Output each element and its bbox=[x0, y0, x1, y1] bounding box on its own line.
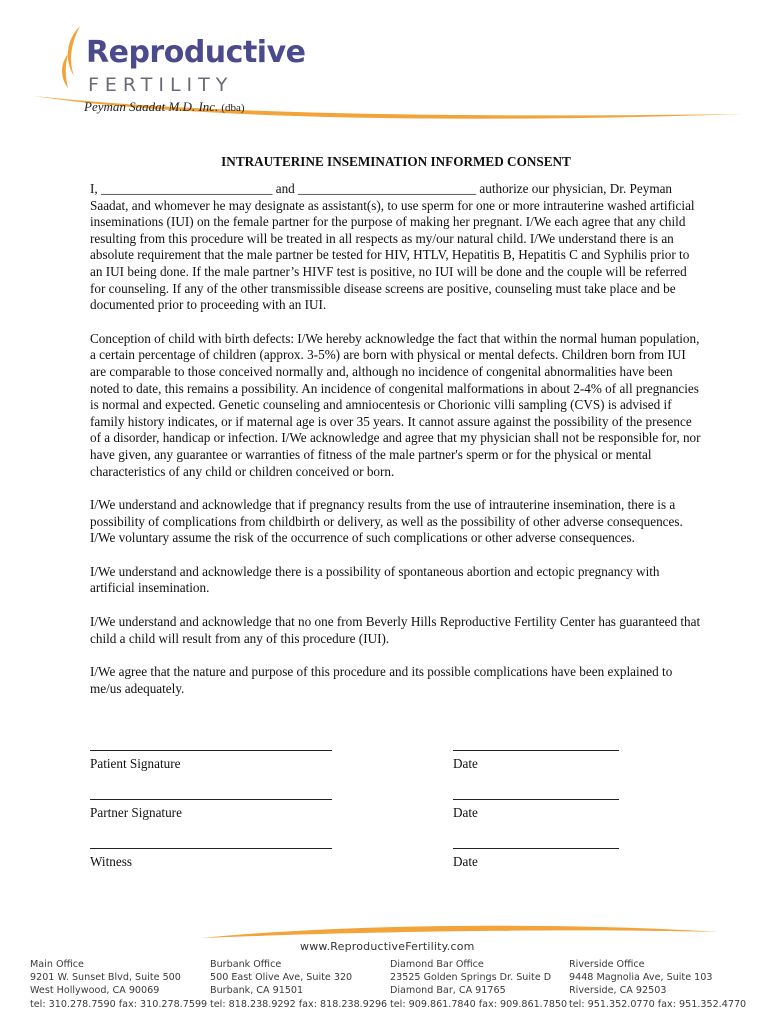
office-address: 9201 W. Sunset Blvd, Suite 500 bbox=[30, 972, 181, 984]
document-title: INTRAUTERINE INSEMINATION INFORMED CONSENT bbox=[221, 154, 571, 169]
office-riverside bbox=[569, 958, 746, 1011]
office-city: Diamond Bar, CA 91765 bbox=[390, 985, 506, 997]
clinic-logo bbox=[28, 14, 748, 124]
office-burbank bbox=[210, 958, 387, 1011]
office-name: Diamond Bar Office bbox=[390, 959, 484, 970]
signature-section bbox=[90, 750, 702, 897]
patient-signature-line[interactable] bbox=[90, 750, 332, 751]
consent-paragraph-birth-defects: Conception of child with birth defects: I/We hereby acknowledge the fact that within the normal human population, a certain percentage of children (approx. 3-5%) are born with physical or mental defects. Children born from IUI are comparable to those conceived normally and, although no incidence of congenital abnormalities have been noted to date, this remains a possibility. An incidence of congenital malformations in about 2-4% of all pregnancies is normal and expected. Genetic counseling and amniocentesis or Chorionic villi sampling (CVS) is advised if family history indicates, or if maternal age is over 35 years. It cannot assure against the possibility of the presence of a disorder, handicap or infection. I/We acknowledge and agree that my physician shall not be responsible for, nor have given, any guarantee or warranties of fitness of the male partner's sperm or for the physical or mental characteristics of any child or children conceived or born. bbox=[90, 330, 701, 479]
office-address: 500 East Olive Ave, Suite 320 bbox=[210, 972, 353, 984]
partner-signature-line[interactable] bbox=[90, 799, 332, 800]
patient-signature-label: Patient Signature bbox=[90, 756, 181, 771]
partner-signature-label: Partner Signature bbox=[90, 805, 182, 820]
office-name: Riverside Office bbox=[569, 959, 645, 970]
consent-paragraph-no-guarantee: I/We understand and acknowledge that no one from Beverly Hills Reproductive Fertility Center has guaranteed that child a child will result from any of this procedure (IUI). bbox=[90, 614, 701, 646]
witness-date-line[interactable] bbox=[453, 848, 619, 849]
office-city: Riverside, CA 92503 bbox=[569, 985, 667, 997]
office-city: West Hollywood, CA 90069 bbox=[30, 985, 160, 997]
logo-title: Reproductive bbox=[86, 35, 306, 70]
consent-paragraph-abortion: I/We understand and acknowledge there is a possibility of spontaneous abortion and ectopic pregnancy with artificial insemination. bbox=[90, 563, 660, 596]
patient-date-line[interactable] bbox=[453, 750, 619, 751]
office-main bbox=[30, 958, 207, 1011]
partner-date-line[interactable] bbox=[453, 799, 619, 800]
consent-paragraph-explained: I/We agree that the nature and purpose of this procedure and its possible complications have been explained to me/us adequately. bbox=[90, 664, 673, 696]
patient-date-label: Date bbox=[453, 756, 478, 771]
consent-paragraph-authorization: I, __________________________ and ___________________________ authorize our physician, Dr. Peyman Saadat, and whomever he may designate as assistant(s), to use sperm for one or more intrauterine washed artificial inseminations (IUI) on the female partner for the purpose of making her pregnant. I/We each agree that any child resulting from this procedure will be treated in all respects as my/our natural child. I/We understand there is an absolute requirement that the male partner be tested for HIV, HTLV, Hepatitis B, Hepatitis C and Syphilis prior to an IUI being done. If the male partner’s HIVF test is positive, no IUI will be done and the couple will be referred for counseling. If any of the other transmissible disease screens are positive, counseling must take place and be documented prior to proceeding with an IUI. bbox=[90, 181, 695, 313]
office-phones: tel: 310.278.7590 fax: 310.278.7599 bbox=[30, 998, 208, 1010]
consent-body bbox=[90, 154, 702, 714]
website-url[interactable]: www.ReproductiveFertility.com bbox=[300, 940, 475, 953]
office-phones: tel: 818.238.9292 fax: 818.238.9296 bbox=[210, 998, 388, 1010]
signature-row-patient bbox=[90, 750, 702, 799]
witness-signature-line[interactable] bbox=[90, 848, 332, 849]
office-address: 23525 Golden Springs Dr. Suite D bbox=[390, 972, 552, 984]
consent-paragraph-complications: I/We understand and acknowledge that if pregnancy results from the use of intrauterine insemination, there is a possibility of complications from childbirth or delivery, as well as the possibility of other adverse consequences. I/We voluntary assume the risk of the occurrence of such complications or other adverse consequences. bbox=[90, 497, 683, 546]
logo-subtitle: FERTILITY bbox=[88, 74, 234, 96]
office-diamond-bar bbox=[390, 958, 567, 1011]
office-phones: tel: 909.861.7840 fax: 909.861.7850 bbox=[390, 998, 568, 1010]
signature-row-partner bbox=[90, 799, 702, 848]
dba-label: (dba) bbox=[221, 102, 245, 114]
doctor-name: Peyman Saadat M.D. Inc. bbox=[84, 99, 219, 114]
office-phones: tel: 951.352.0770 fax: 951.352.4770 bbox=[569, 998, 747, 1010]
office-name: Main Office bbox=[30, 959, 84, 970]
logo-tagline bbox=[84, 100, 245, 114]
office-address: 9448 Magnolia Ave, Suite 103 bbox=[569, 972, 713, 984]
witness-date-label: Date bbox=[453, 854, 478, 869]
office-city: Burbank, CA 91501 bbox=[210, 985, 304, 997]
office-name: Burbank Office bbox=[210, 959, 282, 970]
partner-date-label: Date bbox=[453, 805, 478, 820]
witness-signature-label: Witness bbox=[90, 854, 132, 869]
signature-row-witness bbox=[90, 848, 702, 897]
